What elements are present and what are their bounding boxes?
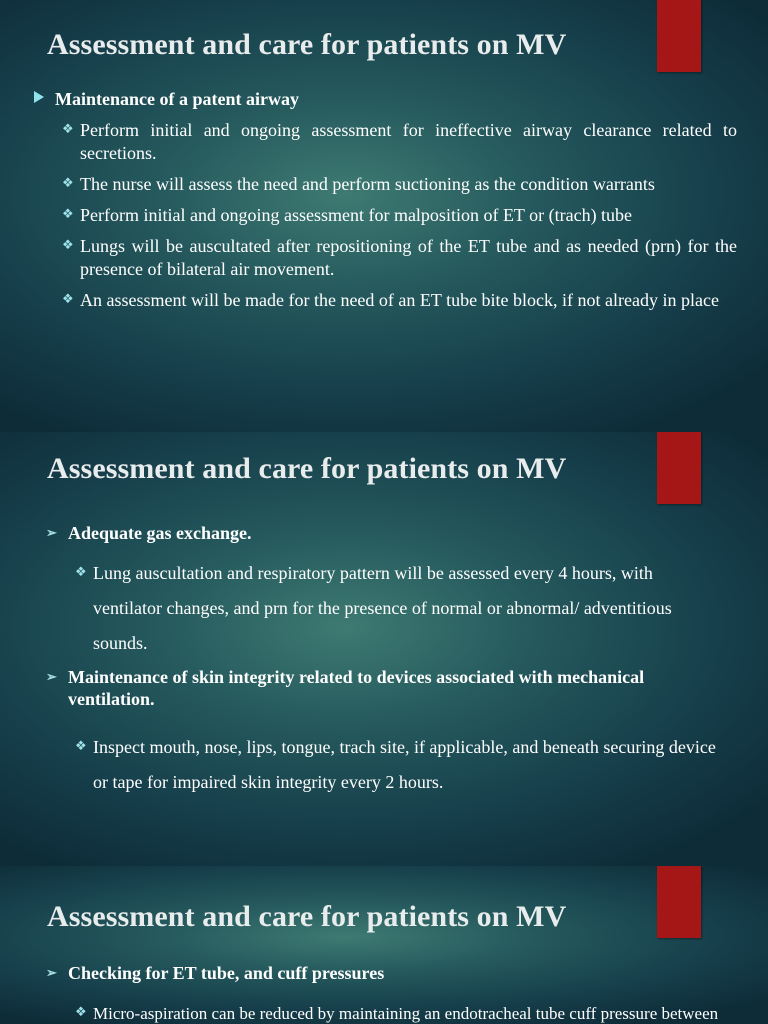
list-item xyxy=(75,1002,753,1024)
slide-content xyxy=(0,962,768,1024)
diamond-bullet-icon: ❖ xyxy=(62,206,74,221)
slide-2 xyxy=(0,432,768,866)
arrowhead-icon: ➢ xyxy=(46,669,57,684)
slide-content xyxy=(0,88,768,312)
bullet-heading xyxy=(0,666,708,710)
slide-3 xyxy=(0,866,768,1024)
diamond-bullet-icon: ❖ xyxy=(62,237,74,252)
accent-bar xyxy=(657,432,701,504)
diamond-bullet-icon: ❖ xyxy=(75,564,87,579)
bullet-heading-text: Adequate gas exchange. xyxy=(68,523,252,543)
diamond-bullet-icon: ❖ xyxy=(62,291,74,306)
arrowhead-icon: ➢ xyxy=(46,525,57,540)
list-item-text: Perform initial and ongoing assessment for ineffective airway clearance related to secretions. xyxy=(80,120,737,163)
accent-bar xyxy=(657,0,701,72)
list-item xyxy=(75,730,723,800)
bullet-heading-text: Checking for ET tube, and cuff pressures xyxy=(68,963,385,983)
list-item-text: Lung auscultation and respiratory pattern will be assessed every 4 hours, with ventilator changes, and prn for the presence of normal or abnormal/ adventitious sounds. xyxy=(93,563,672,653)
list-item xyxy=(62,173,737,196)
list-item xyxy=(62,204,737,227)
bullet-heading-text: Maintenance of a patent airway xyxy=(55,89,299,109)
list-item xyxy=(75,556,723,661)
slide-title: Assessment and care for patients on MV xyxy=(47,900,567,933)
slide-title: Assessment and care for patients on MV xyxy=(47,28,567,61)
list-item-text: An assessment will be made for the need of an ET tube bite block, if not already in place xyxy=(80,290,719,310)
list-item-text: Lungs will be auscultated after repositioning of the ET tube and as needed (prn) for the presence of bilateral air movement. xyxy=(80,236,737,279)
list-item-text: Inspect mouth, nose, lips, tongue, trach site, if applicable, and beneath securing device or tape for impaired skin integrity every 2 hours. xyxy=(93,737,716,792)
list-item xyxy=(62,289,737,312)
slide-1 xyxy=(0,0,768,432)
bullet-heading xyxy=(0,88,335,110)
list-item-text: Perform initial and ongoing assessment for malposition of ET or (trach) tube xyxy=(80,205,633,225)
accent-bar xyxy=(657,866,701,938)
arrowhead-icon: ➢ xyxy=(46,965,57,980)
diamond-bullet-icon: ❖ xyxy=(75,1004,87,1019)
list-item xyxy=(62,119,737,165)
slide-content xyxy=(0,522,768,800)
play-triangle-icon xyxy=(34,91,44,103)
bullet-heading-text: Maintenance of skin integrity related to devices associated with mechanical ventilation. xyxy=(68,667,645,709)
list-item-text: Micro-aspiration can be reduced by maintaining an endotracheal tube cuff pressure between xyxy=(93,1004,719,1023)
list-item xyxy=(62,235,737,281)
diamond-bullet-icon: ❖ xyxy=(75,738,87,753)
bullet-heading xyxy=(0,962,708,984)
diamond-bullet-icon: ❖ xyxy=(62,175,74,190)
list-item-text: The nurse will assess the need and perform suctioning as the condition warrants xyxy=(80,174,655,194)
diamond-bullet-icon: ❖ xyxy=(62,121,74,136)
slide-title: Assessment and care for patients on MV xyxy=(47,452,567,485)
bullet-heading xyxy=(0,522,708,544)
